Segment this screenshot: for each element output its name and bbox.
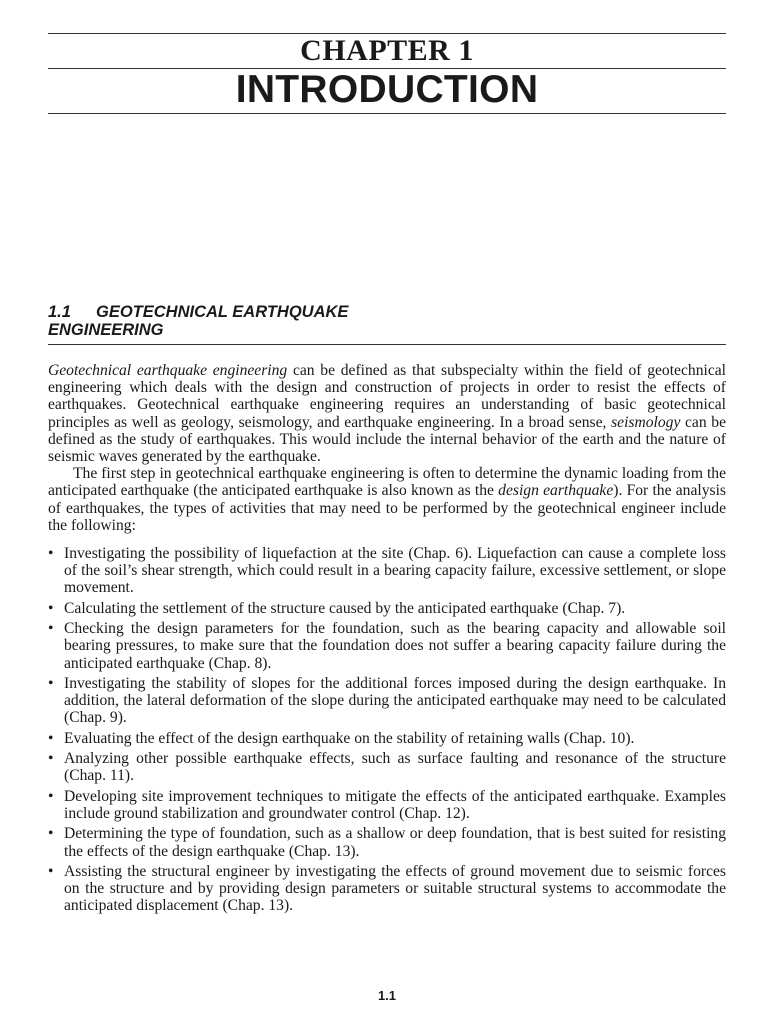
chapter-label: CHAPTER 1 — [300, 34, 474, 67]
section-rule — [48, 344, 726, 345]
list-item-text: Investigating the possibility of liquefaction at the site (Chap. 6). Liquefaction can cause a complete loss of the soil’s shear strength, which could result in a bearing capacity failure, excessive settlement, or slope movement. — [64, 545, 726, 597]
body-text — [48, 362, 726, 918]
list-item — [48, 600, 726, 617]
paragraph-2-text-b: ). For the analysis of earthquakes, the types of activities that may need to be performed by the geotechnical engineer include the following: — [48, 482, 726, 534]
term-seismology: seismology — [611, 413, 681, 431]
list-item — [48, 863, 726, 915]
bullet-icon: • — [48, 729, 54, 747]
paragraph-1-text-b: can be defined as the study of earthquakes. This would include the internal behavior of the earth and the nature of seismic waves generated by the earthquake. — [48, 413, 726, 466]
paragraph-2 — [48, 465, 726, 534]
list-item-text: Checking the design parameters for the foundation, such as the bearing capacity and allowable soil bearing pressures, to make sure that the foundation does not suffer a bearing capacity failure during the anticipated earthquake (Chap. 8). — [64, 620, 726, 672]
bullet-icon: • — [48, 825, 54, 843]
section-number: 1.1 — [48, 303, 71, 321]
section-heading-line1 — [48, 303, 726, 321]
list-item-text: Calculating the settlement of the structure caused by the anticipated earthquake (Chap. 7). — [64, 599, 626, 617]
list-item-text: Determining the type of foundation, such as a shallow or deep foundation, that is best suited for resisting the effects of the design earthquake (Chap. 13). — [64, 825, 726, 860]
list-item — [48, 825, 726, 859]
list-item — [48, 788, 726, 822]
section-heading — [48, 303, 726, 339]
bullet-icon: • — [48, 620, 54, 638]
chapter-title: INTRODUCTION — [235, 68, 539, 111]
page-number: 1.1 — [377, 988, 397, 1003]
section-title-line2: ENGINEERING — [48, 321, 164, 339]
list-item — [48, 675, 726, 727]
bullet-icon: • — [48, 545, 54, 563]
term-design-earthquake: design earthquake — [498, 482, 614, 500]
list-item-text: Developing site improvement techniques to mitigate the effects of the anticipated earthquake. Examples include ground stabilization and groundwater control (Chap. 12). — [64, 787, 726, 822]
list-item — [48, 750, 726, 784]
bullet-icon: • — [48, 599, 54, 617]
list-item-text: Evaluating the effect of the design earthquake on the stability of retaining walls (Chap. 10). — [64, 729, 635, 747]
bullet-icon: • — [48, 750, 54, 768]
paragraph-2-text-a: The first step in geotechnical earthquake engineering is often to determine the dynamic loading from the anticipated earthquake (the anticipated earthquake is also known as the — [48, 465, 726, 500]
bullet-icon: • — [48, 862, 54, 880]
title-bottom-rule — [48, 113, 726, 114]
section-title-line1: GEOTECHNICAL EARTHQUAKE — [96, 303, 349, 321]
bullet-icon: • — [48, 675, 54, 693]
list-item — [48, 620, 726, 672]
list-item — [48, 730, 726, 747]
list-item-text: Assisting the structural engineer by investigating the effects of ground movement due to seismic forces on the structure and by providing design parameters or suitable structural systems to accommodate the anticipated displacement (Chap. 13). — [64, 862, 726, 915]
list-item-text: Analyzing other possible earthquake effects, such as surface faulting and resonance of the structure (Chap. 11). — [64, 750, 726, 785]
paragraph-1 — [48, 362, 726, 465]
activities-list — [48, 545, 726, 915]
list-item-text: Investigating the stability of slopes for the additional forces imposed during the design earthquake. In addition, the lateral deformation of the slope during the anticipated earthquake may need to be calculated (Chap. 9). — [64, 675, 726, 727]
term-geotechnical-earthquake-engineering: Geotechnical earthquake engineering — [48, 362, 288, 379]
list-item — [48, 545, 726, 597]
bullet-icon: • — [48, 787, 54, 805]
paragraph-1-text-a: can be defined as that subspecialty within the field of geotechnical engineering which deals with the design and construction of projects in order to resist the effects of earthquakes. Geotechnical earthquake engineering requires an understanding of basic geotechnical principles as well as geology, seismology, and earthquake engineering. In a broad sense, — [48, 362, 727, 431]
document-page — [48, 0, 726, 1024]
